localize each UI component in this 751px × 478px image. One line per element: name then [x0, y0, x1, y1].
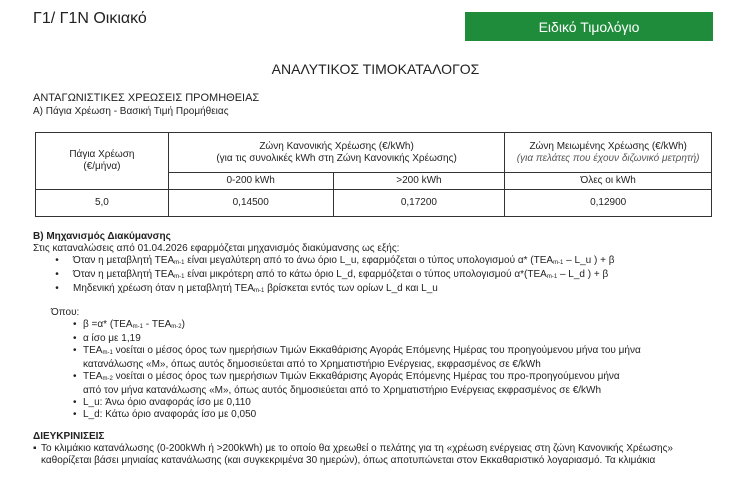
- fixed-charge-value: 5,0: [36, 190, 169, 217]
- mechanism-section: [33, 231, 673, 467]
- fixed-charge-header: Πάγια Χρέωση (€/μήνα): [36, 133, 169, 190]
- definition-item: • $TEA_{m-2}$ νοείται ο μέσος όρος των ημερήσιων Τιμών Εκκαθάρισης Αγοράς Επόμενης Ημέρας του προ-προηγούμενου μήνα: [73, 371, 620, 382]
- pricing-table: [35, 132, 712, 217]
- document-title: Γ1/ Γ1Ν Οικιακό: [33, 10, 147, 27]
- definition-item: • α ίσο με 1,19: [73, 333, 141, 344]
- where-label: Όπου:: [51, 307, 80, 318]
- tariff-badge: Ειδικό Τιμολόγιο: [465, 12, 713, 41]
- definition-item: • β =α* $(TEA_{m-1} - TEA_{m-2})$: [73, 319, 185, 330]
- definition-item: • L_d: Κάτω όριο αναφοράς ίσο με 0,050: [73, 409, 257, 420]
- mechanism-intro: Στις καταναλώσεις από 01.04.2026 εφαρμόζεται μηχανισμός διακύμανσης ως εξής:: [33, 243, 400, 254]
- clarification-continuation: καθορίζεται βάσει μηνιαίας κατανάλωσης (και συγκεκριμένα 30 ημερών), όπως αποτυπώνεται στον Εκκαθαριστικό λογαριασμό. Τα κλιμάκια: [41, 455, 656, 466]
- tier-1-header: 0-200 kWh: [168, 173, 333, 190]
- tier-2-value: 0,17200: [333, 190, 505, 217]
- mechanism-title: Β) Μηχανισμός Διακύμανσης: [33, 231, 171, 242]
- tier-all-header: Όλες οι kWh: [505, 173, 712, 190]
- tier-1-value: 0,14500: [168, 190, 333, 217]
- normal-zone-header: Ζώνη Κανονικής Χρέωσης (€/kWh) (για τις συνολικές kWh στη Ζώνη Κανονικής Χρέωσης): [168, 133, 504, 173]
- bullet-item: • Μηδενική χρέωση όταν η μεταβλητή $TEA_{m-1}$ βρίσκεται εντός των ορίων L_d και L_u: [55, 283, 438, 294]
- reduced-zone-header: Ζώνη Μειωμένης Χρέωσης (€/kWh) (για πελάτες που έχουν διζωνικό μετρητή): [505, 133, 712, 173]
- definition-item: • L_u: Άνω όριο αναφοράς ίσο με 0,110: [73, 397, 251, 408]
- definition-item: • $TEA_{m-1}$ νοείται ο μέσος όρος των ημερήσιων Τιμών Εκκαθάρισης Αγοράς Επόμενης Ημέρας του προηγούμενου μήνα του μήνα: [73, 345, 641, 356]
- reduced-value: 0,12900: [505, 190, 712, 217]
- clarification-item: ▪ Το κλιμάκιο κατανάλωσης (0-200kWh ή >200kWh) με το οποίο θα χρεωθεί ο πελάτης για τη «χρέωση ενέργειας στη ζώνη Κανονικής Χρέωσης»: [33, 443, 673, 454]
- tier-2-header: >200 kWh: [333, 173, 505, 190]
- definition-continuation: από τον μήνα κατανάλωσης «Μ», όπως αυτός δημοσιεύεται από το Χρηματιστήριο Ενέργειας εκφρασμένος σε €/kWh: [83, 385, 602, 396]
- bullet-item: • Όταν η μεταβλητή $TEA_{m-1}$ είναι μεγαλύτερη από το άνω όριο L_u, εφαρμόζεται ο τύπος υπολογισμού α* ($TEA_{m-1}$ – L_u ) + β: [55, 255, 615, 266]
- bullet-item: • Όταν η μεταβλητή $TEA_{m-1}$ είναι μικρότερη από το κάτω όριο L_d, εφαρμόζεται ο τύπος υπολογισμού $\alpha*(TEA_{m-1}$ – L_d ) + β: [55, 269, 609, 280]
- section-heading: ΑΝΤΑΓΩΝΙΣΤΙΚΕΣ ΧΡΕΩΣΕΙΣ ΠΡΟΜΗΘΕΙΑΣ: [33, 92, 260, 104]
- main-title: ΑΝΑΛΥΤΙΚΟΣ ΤΙΜΟΚΑΤΑΛΟΓΟΣ: [271, 61, 480, 77]
- subsection-a-heading: Α) Πάγια Χρέωση - Βασική Τιμή Προμήθειας: [33, 106, 229, 117]
- clarifications-title: ΔΙΕΥΚΡΙΝΙΣΕΙΣ: [33, 431, 105, 442]
- definition-continuation: κατανάλωσης «Μ», όπως αυτός δημοσιεύεται από το Χρηματιστήριο Ενέργειας, εκφρασμένος σε €/kWh: [83, 359, 541, 370]
